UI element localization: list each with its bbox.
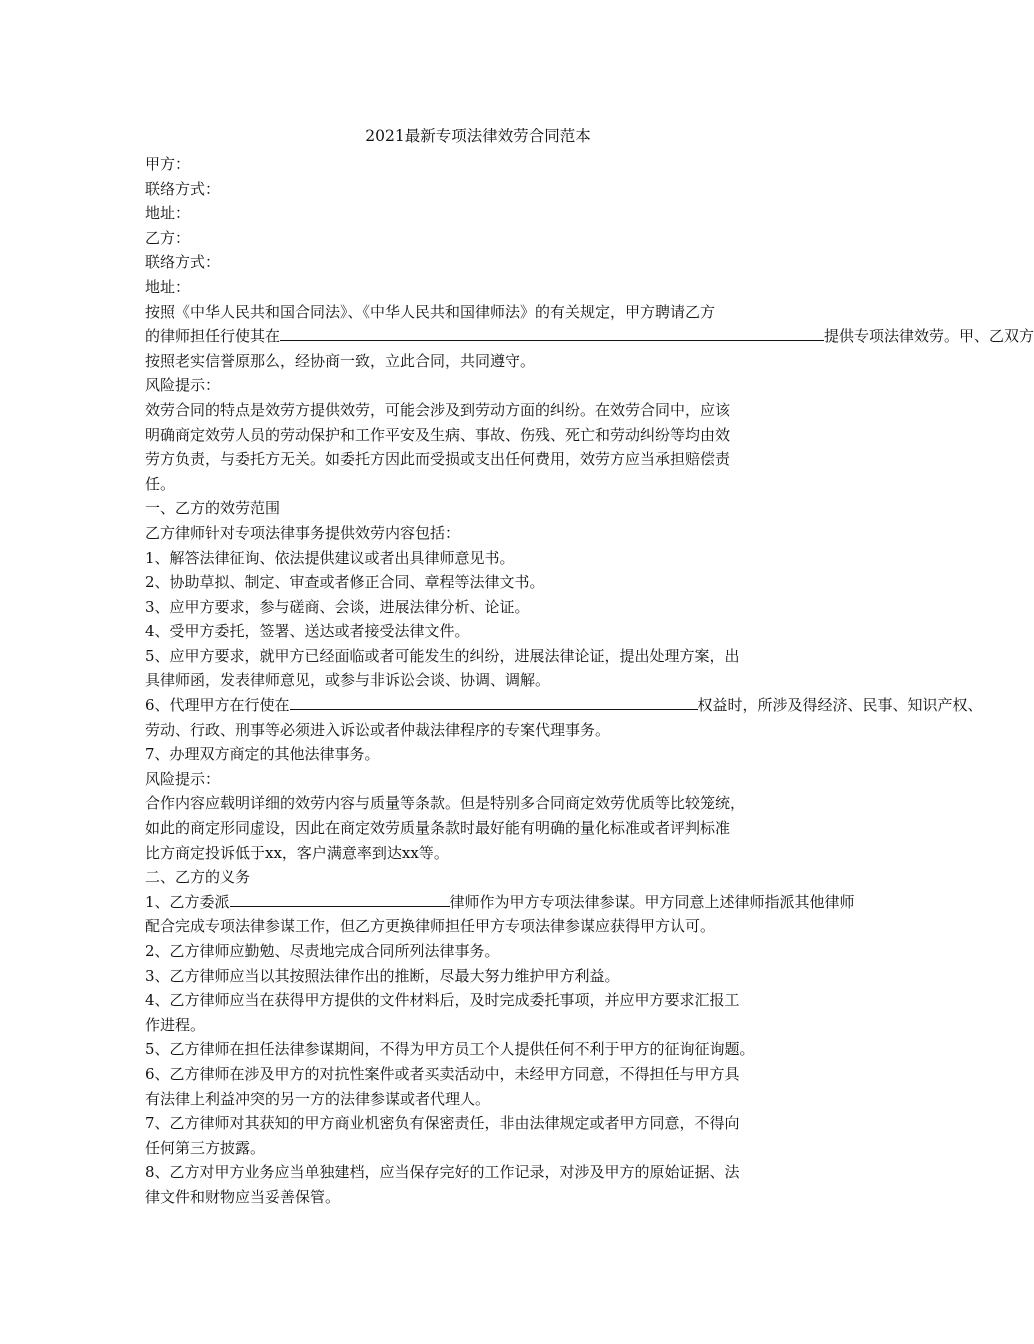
text-segment: 1、解答法律征询、依法提供建议或者出具律师意见书。 — [145, 548, 515, 567]
text-segment: 律师作为甲方专项法律参谋。甲方同意上述律师指派其他律师 — [449, 892, 855, 911]
text-segment: 甲方： — [145, 155, 191, 173]
text-segment: 按照老实信誉原那么，经协商一致，立此合同，共同遵守。 — [145, 351, 536, 370]
text-segment: 二、乙方的义务 — [145, 868, 251, 887]
text-segment: 比方商定投诉低于xx，客户满意率到达xx等。 — [145, 843, 449, 862]
text-segment: 提供专项法律效劳。甲、乙双方 — [824, 327, 1034, 346]
text-segment: 如此的商定形同虚设，因此在商定效劳质量条款时最好能有明确的量化标准或者评判标准 — [145, 819, 731, 838]
text-segment: 配合完成专项法律参谋工作，但乙方更换律师担任甲方专项法律参谋应获得甲方认可。 — [145, 917, 716, 936]
text-segment: 5、应甲方要求，就甲方已经面临或者可能发生的纠纷，进展法律论证，提出处理方案，出 — [145, 646, 740, 665]
text-line — [145, 914, 811, 939]
text-segment: 一、乙方的效劳范围 — [145, 499, 281, 518]
text-segment: 7、乙方律师对其获知的甲方商业机密负有保密责任，非由法律规定或者甲方同意，不得向 — [145, 1114, 740, 1133]
text-line — [145, 152, 811, 177]
text-line — [145, 226, 811, 251]
text-segment: 效劳合同的特点是效劳方提供效劳，可能会涉及到劳动方面的纠纷。在效劳合同中，应该 — [145, 400, 731, 419]
text-line — [145, 373, 811, 398]
text-segment: 乙方： — [145, 228, 191, 247]
text-line — [145, 177, 811, 202]
text-segment: 联络方式： — [145, 253, 221, 272]
text-line — [145, 349, 811, 374]
text-segment: 的律师担任行使其在 — [145, 327, 281, 346]
text-line — [145, 865, 811, 890]
text-segment: 2、协助草拟、制定、审查或者修正合同、章程等法律文书。 — [145, 573, 545, 592]
text-line — [145, 939, 811, 964]
text-segment: 乙方律师针对专项法律事务提供效劳内容包括： — [145, 523, 461, 542]
text-segment: 任。 — [145, 474, 176, 493]
text-segment: 2、乙方律师应勤勉、尽责地完成合同所列法律事务。 — [145, 942, 500, 960]
text-line — [145, 619, 811, 644]
text-line — [145, 1037, 811, 1062]
text-segment: 权益时，所涉及得经济、民事、知识产权、 — [697, 696, 983, 715]
text-segment: 风险提示： — [145, 376, 221, 395]
text-segment: 劳方负责，与委托方无关。如委托方因此而受损或支出任何费用，效劳方应当承担赔偿责 — [145, 450, 731, 469]
text-segment: 地址： — [145, 204, 191, 223]
text-segment: 有法律上利益冲突的另一方的法律参谋或者代理人。 — [145, 1089, 491, 1108]
text-segment: 4、受甲方委托，签署、送达或者接受法律文件。 — [145, 622, 470, 641]
text-segment: 4、乙方律师应当在获得甲方提供的文件材料后，及时完成委托事项，并应甲方要求汇报工 — [145, 991, 740, 1010]
text-line — [145, 693, 983, 718]
text-line — [145, 300, 811, 325]
text-line — [145, 1013, 811, 1038]
text-line — [145, 668, 811, 693]
text-segment: 1、乙方委派 — [145, 892, 230, 911]
text-line — [145, 275, 811, 300]
fill-in-blank — [290, 693, 494, 710]
text-segment: 3、乙方律师应当以其按照法律作出的推断，尽最大努力维护甲方利益。 — [145, 966, 620, 985]
text-line — [145, 1062, 811, 1087]
fill-in-blank — [280, 324, 552, 341]
text-segment: 3、应甲方要求，参与磋商、会谈，进展法律分析、论证。 — [145, 597, 530, 616]
text-line — [145, 767, 811, 792]
text-line — [145, 521, 811, 546]
text-line — [145, 1136, 811, 1161]
text-line — [145, 791, 811, 816]
text-segment: 合作内容应载明详细的效劳内容与质量等条款。但是特别多合同商定效劳优质等比较笼统， — [145, 794, 746, 813]
text-segment: 5、乙方律师在担任法律参谋期间，不得为甲方员工个人提供任何不利于甲方的征询征询题。 — [145, 1040, 755, 1059]
text-line — [145, 496, 811, 521]
fill-in-blank — [552, 324, 824, 341]
document-body — [145, 152, 1034, 1210]
text-line — [145, 644, 811, 669]
fill-in-blank — [230, 890, 340, 907]
text-segment: 劳动、行政、刑事等必须进入诉讼或者仲裁法律程序的专案代理事务。 — [145, 720, 611, 739]
text-line — [145, 595, 811, 620]
text-line — [145, 1185, 811, 1210]
text-segment: 联络方式： — [145, 179, 221, 198]
text-line — [145, 1111, 811, 1136]
text-segment: 7、办理双方商定的其他法律事务。 — [145, 745, 380, 764]
text-line — [145, 250, 811, 275]
text-line — [145, 718, 811, 743]
text-line — [145, 964, 811, 989]
text-line — [145, 546, 811, 571]
text-line — [145, 890, 855, 915]
text-segment: 风险提示： — [145, 769, 221, 788]
text-segment: 地址： — [145, 277, 191, 296]
text-segment: 按照《中华人民共和国合同法》、《中华人民共和国律师法》的有关规定，甲方聘请乙方 — [145, 302, 716, 321]
text-segment: 明确商定效劳人员的劳动保护和工作平安及生病、事故、伤残、死亡和劳动纠纷等均由效 — [145, 425, 731, 444]
text-segment: 8、乙方对甲方业务应当单独建档，应当保存完好的工作记录，对涉及甲方的原始证据、法 — [145, 1163, 740, 1182]
text-line — [145, 1087, 811, 1112]
text-segment: 6、乙方律师在涉及甲方的对抗性案件或者买卖活动中，未经甲方同意，不得担任与甲方具 — [145, 1064, 740, 1083]
text-line — [145, 816, 811, 841]
text-line — [145, 742, 811, 767]
text-line — [145, 472, 811, 497]
contract-document — [145, 124, 1034, 1210]
text-line — [145, 841, 811, 866]
text-line — [145, 398, 811, 423]
fill-in-blank — [494, 693, 698, 710]
text-segment: 作进程。 — [145, 1015, 206, 1034]
text-line — [145, 988, 811, 1013]
text-segment: 任何第三方披露。 — [145, 1138, 266, 1157]
fill-in-blank — [340, 890, 450, 907]
text-line — [145, 201, 811, 226]
text-segment: 6、代理甲方在行使在 — [145, 696, 290, 715]
text-segment: 律文件和财物应当妥善保管。 — [145, 1187, 341, 1206]
document-title: 2021最新专项法律效劳合同范本 — [365, 127, 591, 145]
text-line — [145, 570, 811, 595]
text-segment: 具律师函，发表律师意见，或参与非诉讼会谈、协调、调解。 — [145, 671, 551, 690]
text-line — [145, 324, 1034, 349]
text-line — [145, 423, 811, 448]
text-line — [145, 447, 811, 472]
text-line — [145, 1160, 811, 1185]
